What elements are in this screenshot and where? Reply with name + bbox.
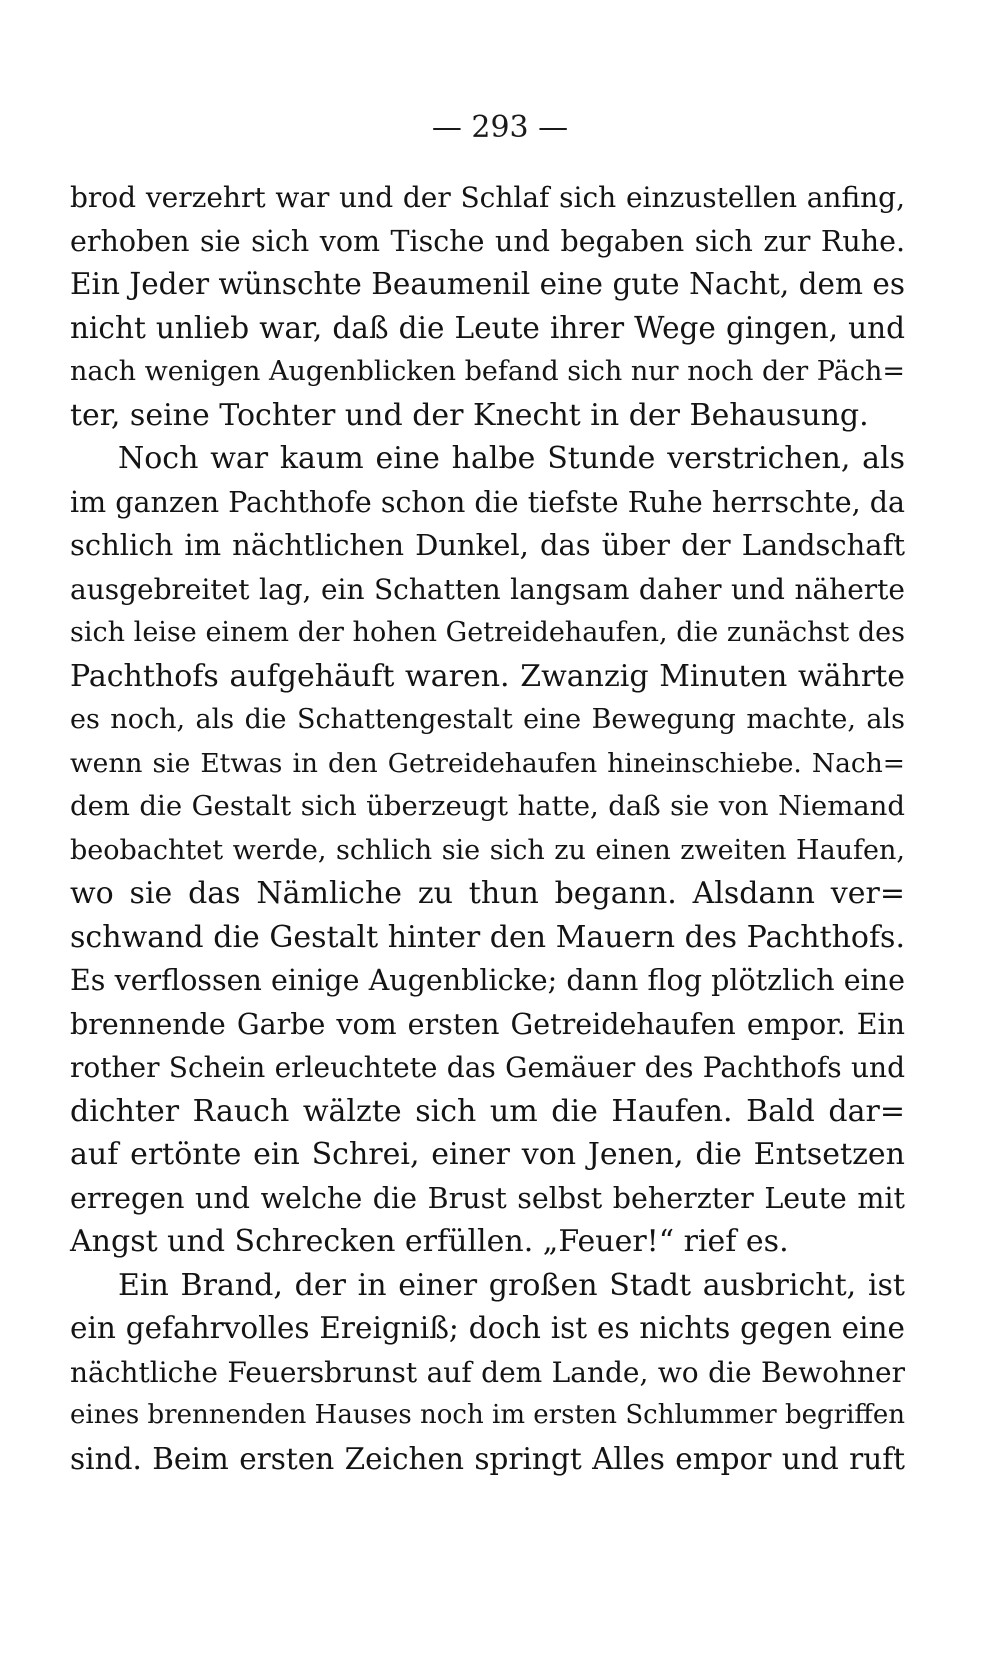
paragraph-start-line: Ein Brand, der in einer großen Stadt ausbricht, ist <box>118 1267 905 1303</box>
text-line: brennende Garbe vom ersten Getreidehaufen empor. Ein <box>70 1007 905 1041</box>
text-line: eines brennenden Hauses noch im ersten Schlummer begriffen <box>70 1400 905 1430</box>
text-line: Angst und Schrecken erfüllen. „Feuer!“ rief es. <box>70 1224 789 1259</box>
text-line: im ganzen Pachthofe schon die tiefste Ruhe herrschte, da <box>70 485 905 519</box>
text-line: rother Schein erleuchtete das Gemäuer des Pachthofs und <box>70 1051 905 1084</box>
text-line: sich leise einem der hohen Getreidehaufen, die zunächst des <box>70 617 905 648</box>
text-line: schlich im nächtlichen Dunkel, das über der Landschaft <box>70 528 905 562</box>
text-line: schwand die Gestalt hinter den Mauern des Pachthofs. <box>70 919 905 955</box>
text-line: auf ertönte ein Schrei, einer von Jenen, die Entsetzen <box>70 1137 905 1172</box>
page-number: — 293 — <box>431 110 569 145</box>
text-line: wenn sie Etwas in den Getreidehaufen hineinschiebe. Nach= <box>70 747 905 779</box>
text-line: dichter Rauch wälzte sich um die Haufen. Bald dar= <box>70 1093 905 1129</box>
paragraph-start-line: Noch war kaum eine halbe Stunde verstrichen, als <box>118 441 905 476</box>
text-line: nach wenigen Augenblicken befand sich nur noch der Päch= <box>70 356 905 387</box>
text-line: erregen und welche die Brust selbst beherzter Leute mit <box>70 1181 905 1215</box>
text-line: ein gefahrvolles Ereigniß; doch ist es nichts gegen eine <box>70 1311 905 1345</box>
text-line: wo sie das Nämliche zu thun begann. Alsdann ver= <box>70 876 905 911</box>
text-line: brod verzehrt war und der Schlaf sich einzustellen anfing, <box>70 181 905 214</box>
text-line: sind. Beim ersten Zeichen springt Alles empor und ruft <box>70 1441 905 1476</box>
text-line: Pachthofs aufgehäuft waren. Zwanzig Minuten währte <box>70 658 905 694</box>
text-line: ausgebreitet lag, ein Schatten langsam daher und näherte <box>70 572 905 606</box>
text-line: erhoben sie sich vom Tische und begaben sich zur Ruhe. <box>70 224 905 258</box>
text-line: ter, seine Tochter und der Knecht in der Behausung. <box>70 397 869 433</box>
text-line: nicht unlieb war, daß die Leute ihrer Wege gingen, und <box>70 310 905 345</box>
text-line: es noch, als die Schattengestalt eine Bewegung machte, als <box>70 704 905 735</box>
text-line: Es verflossen einige Augenblicke; dann flog plötzlich eine <box>70 964 905 997</box>
text-line: nächtliche Feuersbrunst auf dem Lande, wo die Bewohner <box>70 1355 905 1389</box>
text-line: beobachtet werde, schlich sie sich zu einen zweiten Haufen, <box>70 834 905 866</box>
body-text <box>70 176 905 1481</box>
text-line: Ein Jeder wünschte Beaumenil eine gute Nacht, dem es <box>70 267 905 301</box>
text-line: dem die Gestalt sich überzeugt hatte, daß sie von Niemand <box>70 790 905 822</box>
